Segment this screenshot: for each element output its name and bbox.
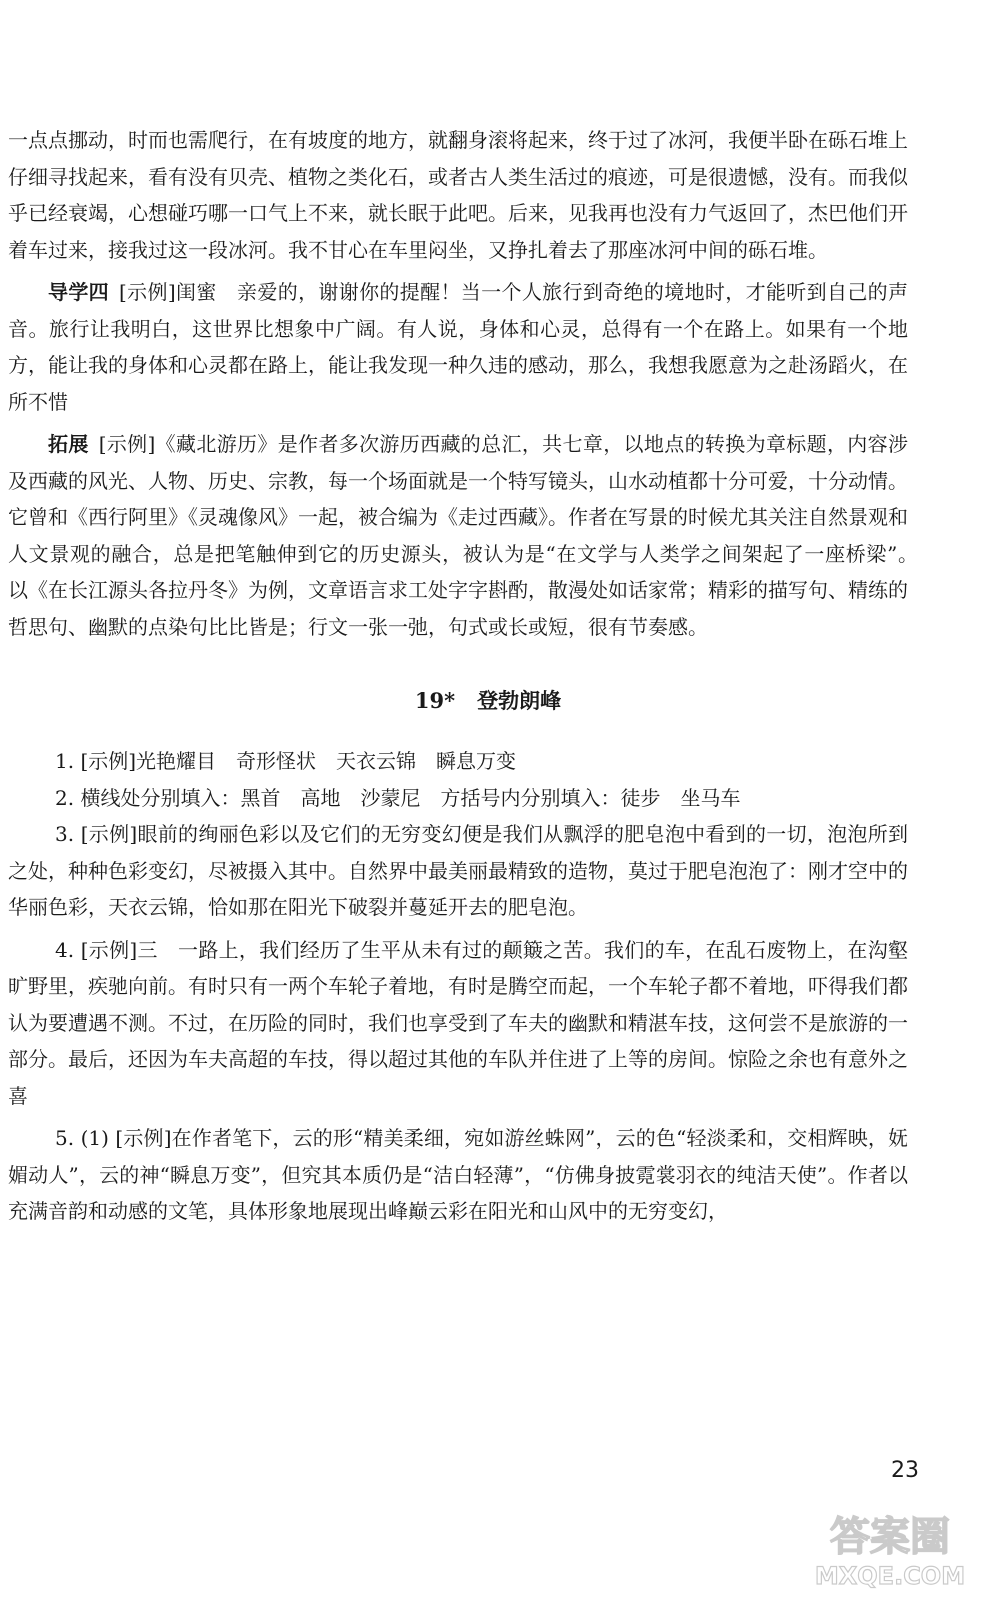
answer-item-2: 2. 横线处分别填入：黑首 高地 沙蒙尼 方括号内分别填入：徒步 坐马车 <box>55 785 741 810</box>
answer-item-1: 1. [示例]光艳耀目 奇形怪状 天衣云锦 瞬息万变 <box>55 749 517 773</box>
answer-item-3: 3. [示例]眼前的绚丽色彩以及它们的无穷变幻便是我们从飘浮的肥皂泡中看到的一切，泡泡所到之处，种种色彩变幻，尽被摄入其中。自然界中最美丽最精致的造物，莫过于肥皂泡泡了：刚才空中的华丽色彩，天衣云锦，恰如那在阳光下破裂并蔓延开去的肥皂泡。 <box>8 822 908 919</box>
tuozhan-text: [示例]《藏北游历》是作者多次游历西藏的总汇，共七章，以地点的转换为章标题，内容涉及西藏的风光、人物、历史、宗教，每一个场面就是一个特写镜头，山水动植都十分可爱，十分动情。它曾和《西行阿里》《灵魂像风》一起，被合编为《走过西藏》。作者在写景的时候尤其关注自然景观和人文景观的融合，总是把笔触伸到它的历史源头，被认为是“在文学与人类学之间架起了一座桥梁”。 以《在长江源头各拉丹冬》为例，文章语言求工处字字斟酌，散漫处如话家常；精彩的描写句、精练的哲思句、幽默的点染句比比皆是；行文一张一弛，句式或长或短，很有节奏感。 <box>8 432 928 639</box>
svg-text:答案圈: 答案圈 <box>830 1514 950 1560</box>
page-number: 23 <box>891 1458 919 1483</box>
page-content <box>8 122 928 1230</box>
answer-item-4: 4. [示例]三 一路上，我们经历了生平从未有过的颠簸之苦。我们的车，在乱石废物上，在沟壑旷野里，疾驰向前。有时只有一两个车轮子着地，有时是腾空而起，一个车轮子都不着地，吓得我们都认为要遭遇不测。不过，在历险的同时，我们也享受到了车夫的幽默和精湛车技，这何尝不是旅游的一部分。最后，还因为车夫高超的车技，得以超过其他的车队并住进了上等的房间。惊险之余也有意外之喜 <box>8 937 908 1108</box>
daoxue-4-text: [示例]闺蜜 亲爱的，谢谢你的提醒！当一个人旅行到奇绝的境地时，才能听到自己的声音。旅行让我明白，这世界比想象中广阔。有人说，身体和心灵，总得有一个在路上。如果有一个地方，能让我的身体和心灵都在路上，能让我发现一种久违的感动，那么，我想我愿意为之赴汤蹈火，在所不惜 <box>8 280 908 414</box>
svg-text:MXQE.COM: MXQE.COM <box>814 1562 966 1590</box>
paragraph-tuozhan <box>8 426 928 645</box>
watermark-logo <box>785 1502 995 1592</box>
section-heading: 登勃朗峰 <box>477 689 562 713</box>
label-daoxue-4: 导学四 <box>48 280 110 304</box>
section-title <box>8 685 908 715</box>
paragraph-continued: 一点点挪动，时而也需爬行，在有坡度的地方，就翻身滚将起来，终于过了冰河，我便半卧在砾石堆上仔细寻找起来，看有没有贝壳、植物之类化石，或者古人类生活过的痕迹，可是很遗憾，没有。而我似乎已经衰竭，心想碰巧哪一口气上不来，就长眠于此吧。后来，见我再也没有力气返回了，杰巴他们开着车过来，接我过这一段冰河。我不甘心在车里闷坐，又挣扎着去了那座冰河中间的砾石堆。 <box>8 128 908 262</box>
answer-item-5: 5. (1) [示例]在作者笔下，云的形“精美柔细，宛如游丝蛛网”，云的色“轻淡柔和，交相辉映，妩媚动人”，云的神“瞬息万变”，但究其本质仍是“洁白轻薄”，“仿佛身披霓裳羽衣的纯洁天使”。作者以充满音韵和动感的文笔，具体形象地展现出峰巅云彩在阳光和山风中的无穷变幻， <box>8 1126 908 1223</box>
section-number: 19* <box>414 688 456 713</box>
paragraph-daoxue-4 <box>8 274 908 420</box>
label-tuozhan: 拓展 <box>48 432 89 456</box>
